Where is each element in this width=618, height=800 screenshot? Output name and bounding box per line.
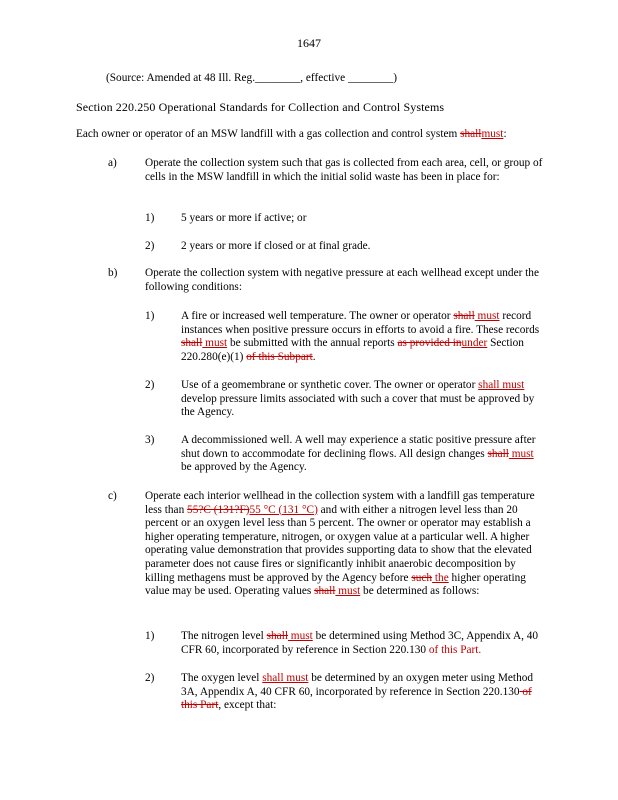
item-b1-label: 1)	[145, 310, 155, 322]
section-intro: Each owner or operator of an MSW landfill with a gas collection and control system shallmust:	[76, 128, 507, 140]
item-c2-label: 2)	[145, 672, 155, 684]
source-note: (Source: Amended at 48 Ill. Reg.________, effective ________)	[106, 72, 397, 84]
item-b-text: Operate the collection system with negative pressure at each wellhead except under the following conditions:	[145, 267, 539, 293]
item-a-label: a)	[108, 157, 117, 169]
item-b1-text: A fire or increased well temperature. The owner or operator shall must record instances when positive pressure occurs in efforts to avoid a fire. These records shall must be submitted with the annual reports as provided inunder Section 220.280(e)(1) of this Subpart.	[181, 310, 540, 363]
inserted-text: must	[481, 128, 504, 140]
page-number: 1647	[297, 36, 321, 50]
item-b2-label: 2)	[145, 379, 155, 391]
item-a-text: Operate the collection system such that gas is collected from each area, cell, or group of cells in the MSW landfill in which the initial solid waste has been in place for:	[145, 157, 543, 183]
section-title: Section 220.250 Operational Standards for Collection and Control Systems	[76, 100, 445, 114]
item-c2-text: The oxygen level shall must be determined by an oxygen meter using Method 3A, Appendix A, 40 CFR 60, incorporated by reference in Section 220.130 of this Part, except that:	[181, 672, 534, 712]
item-c1-label: 1)	[145, 630, 155, 642]
item-a2-label: 2)	[145, 240, 155, 252]
source-blank-effective: ________	[348, 72, 394, 84]
item-c1-text: The nitrogen level shall must be determined using Method 3C, Appendix A, 40 CFR 60, incorporated by reference in Section 220.130 of this Part.	[181, 630, 539, 656]
item-a1-label: 1)	[145, 212, 155, 224]
item-c-label: c)	[108, 490, 117, 502]
item-b3-text: A decommissioned well. A well may experience a static positive pressure after shut down to accommodate for declining flows. All design changes shall must be approved by the Agency.	[181, 434, 536, 474]
item-b-label: b)	[108, 267, 118, 279]
source-blank-reg: ________	[255, 72, 301, 84]
item-a2-text: 2 years or more if closed or at final grade.	[181, 240, 371, 252]
item-b2-text: Use of a geomembrane or synthetic cover. The owner or operator shall must develop pressure limits associated with such a cover that must be approved by the Agency.	[181, 379, 535, 419]
item-b3-label: 3)	[145, 434, 155, 446]
item-a1-text: 5 years or more if active; or	[181, 212, 307, 224]
deleted-text: shall	[460, 128, 482, 140]
item-c-text: Operate each interior wellhead in the collection system with a landfill gas temperature less than 55?C (131?F)55 °C (131 °C) and with either a nitrogen level less than 20 percent or an oxygen level less than 5 percent. The owner or operator may establish a higher operating temperature, nitrogen, or oxygen value at a particular well. A higher operating value demonstration that provides supporting data to show that the elevated parameter does not cause fires or significantly inhibit anaerobic decomposition by killing methagens must be approved by the Agency before such the higher operating value may be used. Operating values shall must be determined as follows:	[145, 490, 535, 598]
